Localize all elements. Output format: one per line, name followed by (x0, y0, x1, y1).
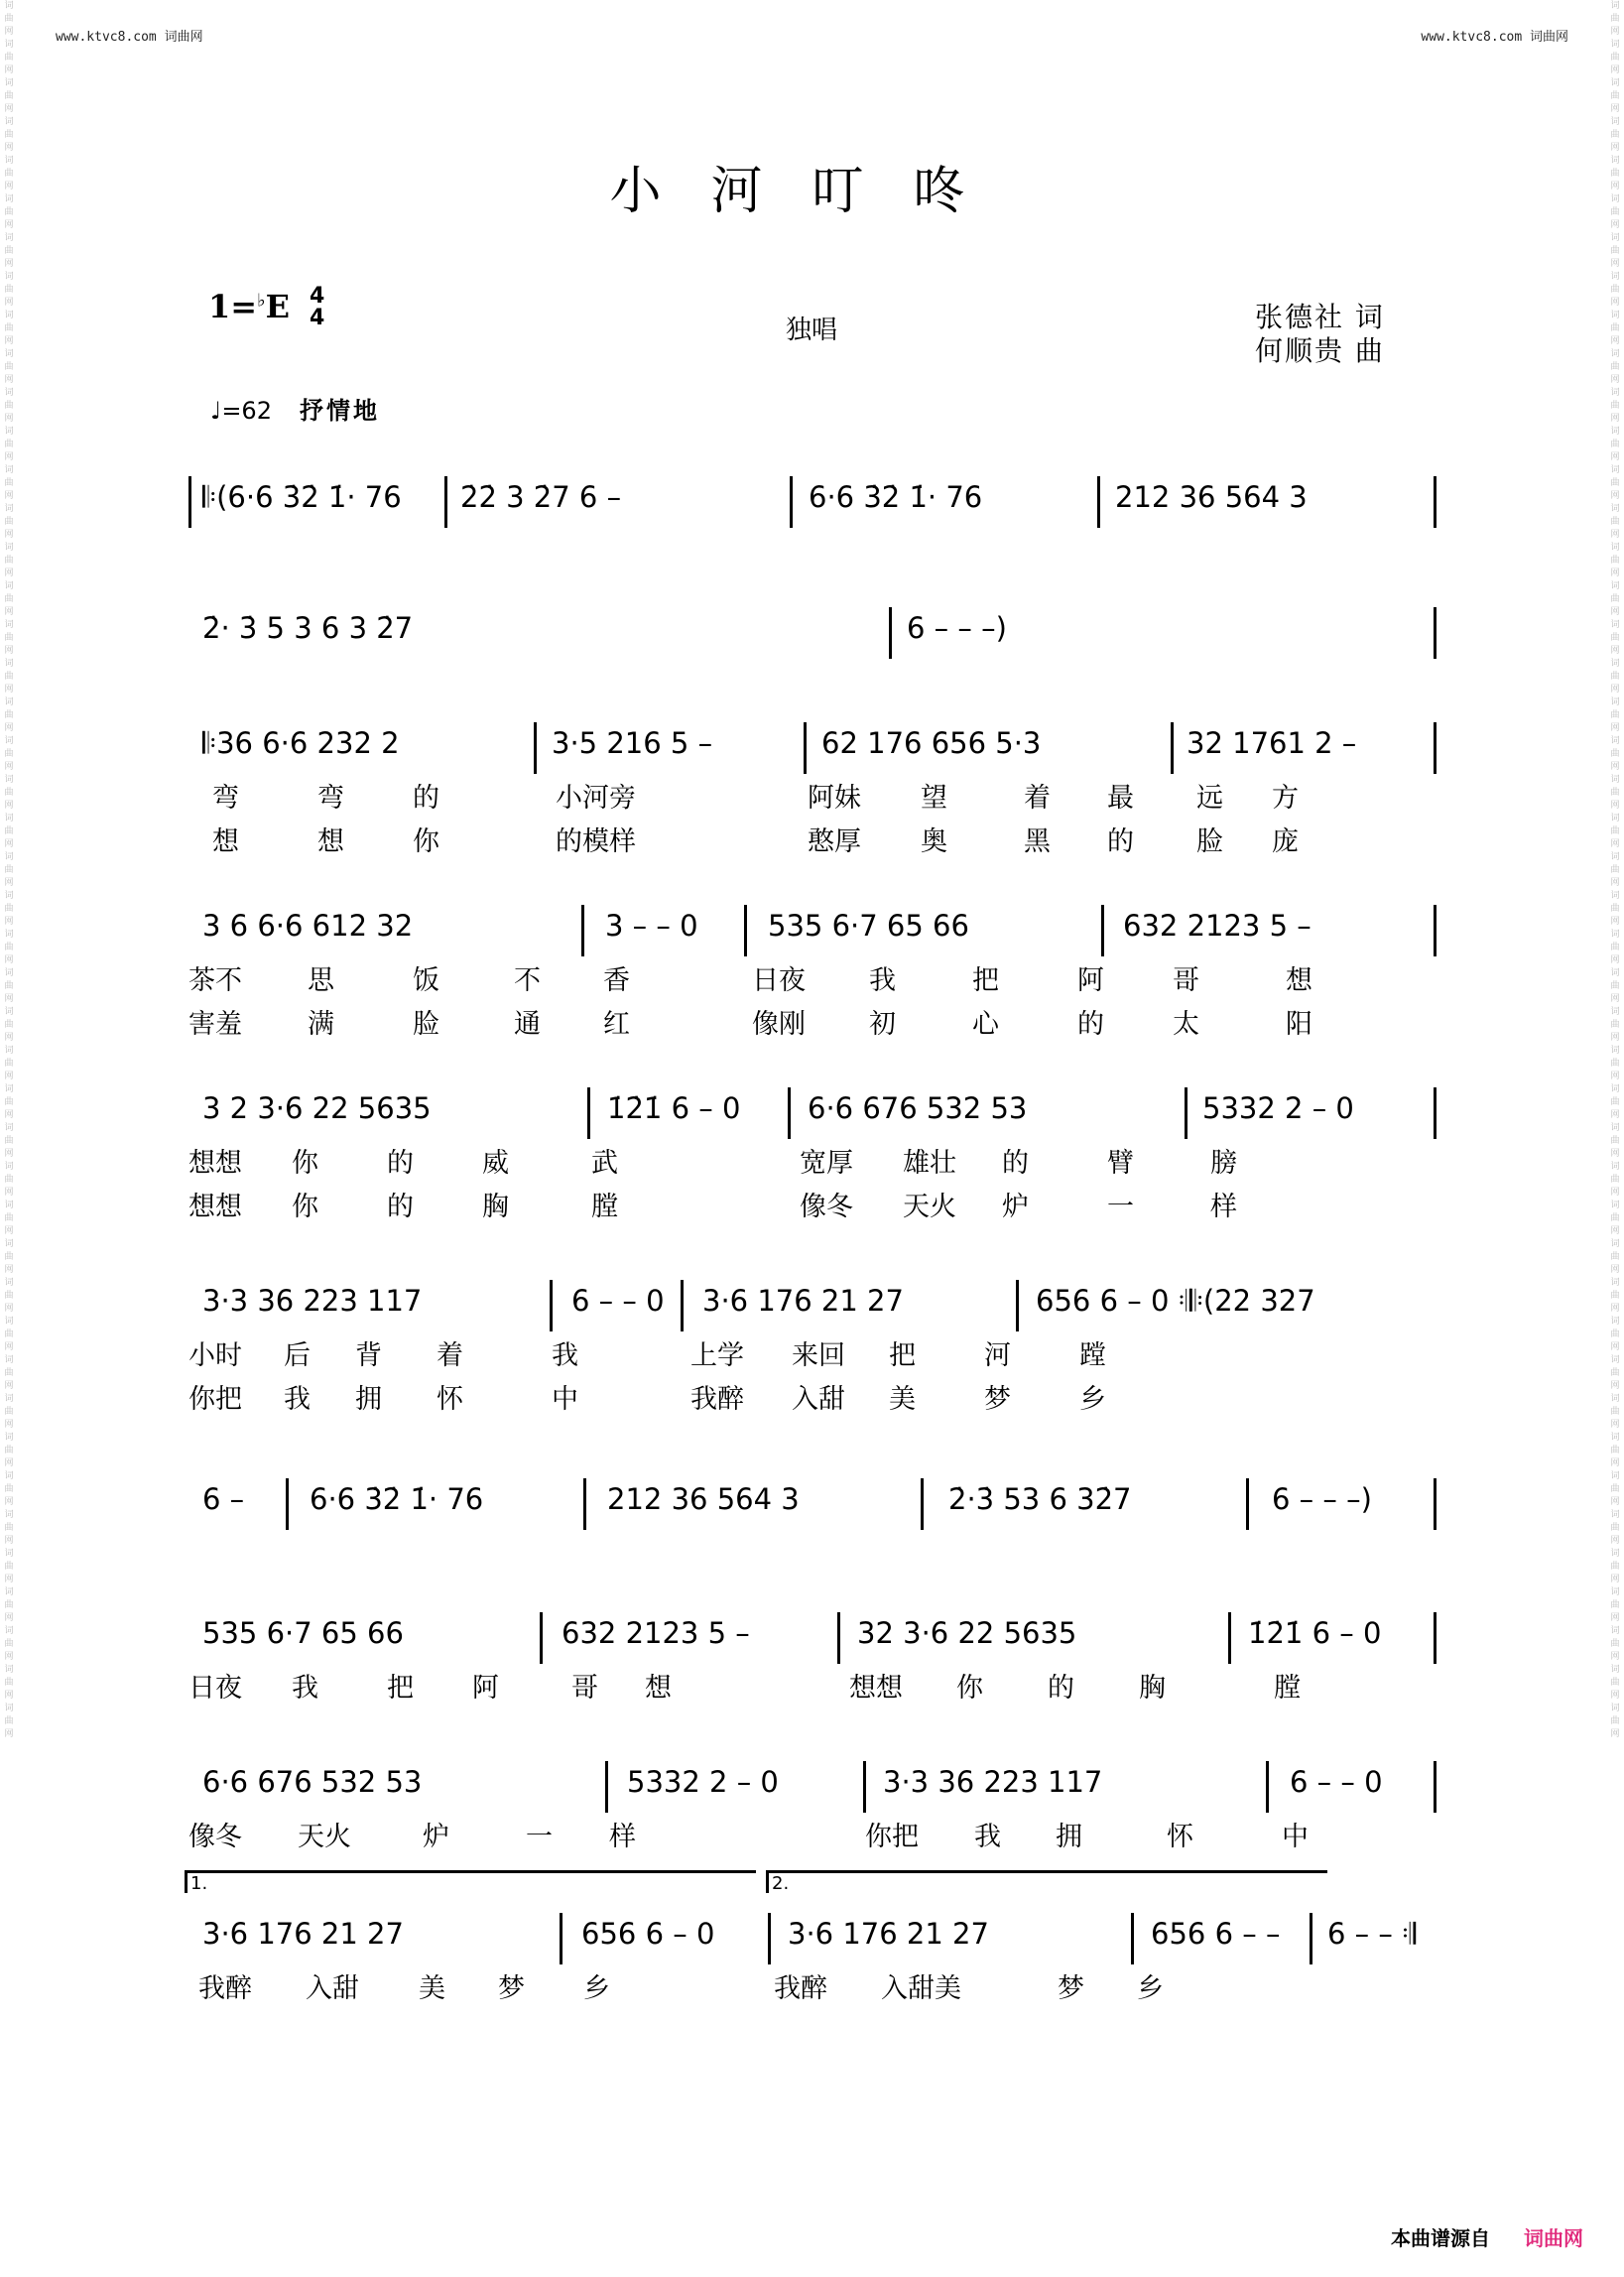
lyric-word: 害羞 (188, 1009, 242, 1040)
lyric-word: 拥 (1056, 1822, 1082, 1852)
notation-row (188, 1087, 1440, 1133)
lyric-word: 天火 (298, 1822, 351, 1852)
lyric-word: 哥 (571, 1673, 598, 1704)
lyric-word: 红 (603, 1009, 630, 1040)
lyric-word: 上学 (690, 1340, 744, 1371)
lyric-word: 饭 (413, 965, 439, 996)
lyric-word: 武 (591, 1148, 618, 1179)
measure-notes: 3·5 216 5 – (552, 726, 713, 760)
barline (1131, 1913, 1134, 1964)
header-left-url: www.ktvc8.com 词曲网 (56, 30, 203, 45)
lyric-word: 怀 (437, 1384, 463, 1415)
lyric-word: 梦 (1058, 1973, 1084, 2004)
lyric-word: 想想 (188, 1192, 242, 1222)
lyric-word: 阿 (472, 1673, 499, 1704)
score-system (188, 1612, 1440, 1702)
measure-notes: 6 – (202, 1482, 245, 1516)
measure-notes: 2̇2̇ 3 2̇7 6 – (460, 480, 622, 514)
side-watermark-right: 词曲网词曲网词曲网词曲网词曲网词曲网词曲网词曲网词曲网词曲网词曲网词曲网词曲网词曲网词曲网词曲网词曲网词曲网词曲网词曲网词曲网词曲网词曲网词曲网词曲网词曲网词曲网词曲网词曲网词曲网词曲网词曲网词曲网词曲网词曲网词曲网词曲网词曲网词曲网词曲网词曲网词曲网词曲网词曲网词曲网 (1610, 1, 1620, 1739)
lyric-word: 像冬 (800, 1192, 853, 1222)
notation-row (188, 905, 1440, 950)
barline (1097, 476, 1100, 528)
barline (1101, 905, 1104, 956)
barline (587, 1087, 590, 1139)
score-system (188, 1761, 1440, 1850)
lyric-word: 脸 (413, 1009, 439, 1040)
barline (1434, 1761, 1437, 1813)
measure-notes: 656 6 – – (1151, 1917, 1281, 1951)
lyric-line (188, 958, 1440, 994)
barline (1266, 1761, 1269, 1813)
lyric-word: 弯 (212, 783, 239, 814)
lyric-word: 的 (413, 783, 439, 814)
barline (1016, 1280, 1019, 1331)
composer-credit: 何顺贵 曲 (1255, 334, 1385, 367)
volta-2: 2. (766, 1870, 1327, 1893)
lyric-word: 乡 (1137, 1973, 1164, 2004)
barline (1310, 1913, 1312, 1964)
lyric-word: 你 (413, 826, 439, 857)
lyric-word: 炉 (1002, 1192, 1029, 1222)
barline (550, 1280, 553, 1331)
lyric-word: 的 (1077, 1009, 1104, 1040)
barline (444, 476, 447, 528)
lyric-word: 想 (317, 826, 344, 857)
barline (534, 722, 537, 774)
barline (581, 905, 584, 956)
lyric-word: 背 (355, 1340, 382, 1371)
barline (1434, 1087, 1437, 1139)
notation-row (188, 607, 1440, 653)
measure-notes: 212 36 564 3 (1115, 480, 1308, 514)
lyric-word: 臂 (1107, 1148, 1134, 1179)
lyric-word: 小时 (188, 1340, 242, 1371)
lyric-word: 一 (1107, 1192, 1134, 1222)
lyric-word: 天火 (903, 1192, 956, 1222)
barline (583, 1478, 586, 1530)
lyric-word: 茶不 (188, 965, 242, 996)
barline (1171, 722, 1174, 774)
lyric-word: 入甜 (306, 1973, 359, 2004)
score-system (188, 905, 1440, 1038)
measure-notes: 2̇· 3̇ 5 3 6 3 2̇7 (202, 611, 414, 645)
lyric-word: 的模样 (556, 826, 636, 857)
barline (1434, 722, 1437, 774)
side-watermark-left: 词曲网词曲网词曲网词曲网词曲网词曲网词曲网词曲网词曲网词曲网词曲网词曲网词曲网词曲网词曲网词曲网词曲网词曲网词曲网词曲网词曲网词曲网词曲网词曲网词曲网词曲网词曲网词曲网词曲网词曲网词曲网词曲网词曲网词曲网词曲网词曲网词曲网词曲网词曲网词曲网词曲网词曲网词曲网词曲网词曲网 (4, 1, 14, 1739)
lyric-word: 你把 (188, 1384, 242, 1415)
lyric-line (188, 1141, 1440, 1177)
lyric-word: 阳 (1286, 1009, 1312, 1040)
lyric-word: 香 (603, 965, 630, 996)
measure-notes: 1̇2̇1̇ 6 – 0 (607, 1091, 741, 1125)
lyric-word: 宽厚 (800, 1148, 853, 1179)
lyric-word: 日夜 (188, 1673, 242, 1704)
barline (863, 1761, 866, 1813)
measure-notes: 6·6 676 532 53 (808, 1091, 1028, 1125)
volta-1: 1. (185, 1870, 756, 1893)
lyric-word: 想 (1286, 965, 1312, 996)
lyricist-credit: 张德社 词 (1255, 301, 1385, 333)
lyric-line (188, 1666, 1440, 1702)
measure-notes: 62 176 656 5·3 (821, 726, 1042, 760)
measure-notes: 6 – – 𝄇 (1327, 1917, 1417, 1951)
measure-notes: 32 1761 2 – (1187, 726, 1357, 760)
measure-notes: 5332 2 – 0 (627, 1765, 779, 1799)
measure-notes: 6 – – 0 (1290, 1765, 1383, 1799)
lyric-line (188, 1185, 1440, 1220)
measure-notes: 3·3 36 223 117 (883, 1765, 1103, 1799)
measure-notes: 𝄆(6·6 3̇2̇ 1̇· 76 (202, 480, 402, 514)
measure-notes: 632 2123 5 – (1123, 909, 1312, 943)
lyric-word: 美 (889, 1384, 916, 1415)
lyric-line (188, 1333, 1440, 1369)
measure-notes: 3 2 3·6 22 5635 (202, 1091, 432, 1125)
lyric-word: 来回 (792, 1340, 845, 1371)
notation-row (188, 1913, 1440, 1959)
barline (605, 1761, 608, 1813)
measure-notes: 3·3 36 223 117 (202, 1284, 423, 1318)
lyric-word: 望 (921, 783, 947, 814)
lyric-word: 我 (974, 1822, 1001, 1852)
barline (837, 1612, 840, 1664)
performance-type: 独唱 (786, 316, 838, 345)
lyric-word: 把 (387, 1673, 414, 1704)
lyric-word: 后 (284, 1340, 311, 1371)
lyric-word: 奥 (921, 826, 947, 857)
lyric-word: 想 (212, 826, 239, 857)
lyric-word: 河 (984, 1340, 1011, 1371)
lyric-word: 想 (645, 1673, 672, 1704)
notation-row (188, 476, 1440, 522)
score-system (188, 722, 1440, 855)
lyric-word: 的 (387, 1192, 414, 1222)
lyric-word: 远 (1196, 783, 1223, 814)
time-signature: 4 4 (310, 284, 325, 330)
measure-notes: 6 – – –) (907, 611, 1007, 645)
lyric-word: 样 (1210, 1192, 1237, 1222)
measure-notes: 6·6 3̇2̇ 1̇· 76 (310, 1482, 484, 1516)
score-system (188, 476, 1440, 522)
lyric-word: 我 (292, 1673, 318, 1704)
measure-notes: 2̇·3̇ 53 6 32̇7 (948, 1482, 1132, 1516)
lyric-word: 入甜 (792, 1384, 845, 1415)
lyric-word: 膛 (591, 1192, 618, 1222)
lyric-word: 把 (972, 965, 999, 996)
barline (1228, 1612, 1231, 1664)
barline (1434, 905, 1437, 956)
lyric-word: 阿 (1077, 965, 1104, 996)
lyric-word: 你 (956, 1673, 983, 1704)
header-right-url: www.ktvc8.com 词曲网 (1421, 30, 1568, 45)
barline (1434, 607, 1437, 659)
song-title: 小河叮咚 (609, 162, 1015, 221)
score-system (188, 1087, 1440, 1220)
score-system (188, 1478, 1440, 1524)
lyric-word: 炉 (423, 1822, 449, 1852)
lyric-word: 一 (526, 1822, 553, 1852)
lyric-word: 胸 (1139, 1673, 1166, 1704)
barline (1246, 1478, 1249, 1530)
notation-row (188, 1478, 1440, 1524)
lyric-word: 中 (1282, 1822, 1309, 1852)
lyric-word: 最 (1107, 783, 1134, 814)
footer-source: 本曲谱源自 词曲网 (1391, 2226, 1583, 2250)
lyric-word: 我 (284, 1384, 311, 1415)
lyric-word: 的 (1002, 1148, 1029, 1179)
lyric-word: 满 (308, 1009, 334, 1040)
lyric-word: 着 (1024, 783, 1051, 814)
lyric-word: 样 (609, 1822, 636, 1852)
lyric-word: 膛 (1274, 1673, 1301, 1704)
lyric-word: 的 (1107, 826, 1134, 857)
measure-notes: 6·6 3̇2̇ 1̇· 76 (809, 480, 983, 514)
lyric-word: 我 (869, 965, 896, 996)
lyric-word: 梦 (984, 1384, 1011, 1415)
lyric-word: 膀 (1210, 1148, 1237, 1179)
barline (889, 607, 892, 659)
barline (1434, 1478, 1437, 1530)
measure-notes: 3·6 176 21 27 (788, 1917, 989, 1951)
measure-notes: 535 6·7 65 66 (202, 1616, 404, 1650)
tempo-marking: ♩=62 抒情地 (210, 397, 380, 425)
lyric-word: 哥 (1173, 965, 1199, 996)
lyric-word: 阿妹 (808, 783, 861, 814)
score-system (188, 607, 1440, 653)
barline (1434, 1612, 1437, 1664)
lyric-word: 入甜美 (881, 1973, 961, 2004)
lyric-word: 你 (292, 1148, 318, 1179)
lyric-word: 日夜 (752, 965, 806, 996)
barline (1434, 476, 1437, 528)
measure-notes: 6 – – 0 (571, 1284, 665, 1318)
lyric-word: 雄壮 (903, 1148, 956, 1179)
lyric-word: 方 (1272, 783, 1299, 814)
lyric-line (188, 776, 1440, 812)
lyric-word: 黑 (1024, 826, 1051, 857)
lyric-word: 你把 (865, 1822, 919, 1852)
lyric-word: 我醉 (198, 1973, 252, 2004)
key-signature: 1=♭E (208, 288, 290, 325)
lyric-word: 我 (552, 1340, 578, 1371)
barline (1185, 1087, 1187, 1139)
measure-notes: 535 6·7 65 66 (768, 909, 969, 943)
lyric-word: 胸 (482, 1192, 509, 1222)
measure-notes: 𝄆36 6·6 232 2 (202, 726, 400, 760)
lyric-line (188, 1002, 1440, 1038)
measure-notes: 5332 2 – 0 (1202, 1091, 1354, 1125)
measure-notes: 1̇2̇1̇ 6 – 0 (1248, 1616, 1382, 1650)
lyric-word: 像刚 (752, 1009, 806, 1040)
lyric-line (188, 1966, 1440, 2002)
lyric-word: 乡 (583, 1973, 610, 2004)
lyric-line (188, 1815, 1440, 1850)
lyric-word: 通 (514, 1009, 541, 1040)
lyric-word: 心 (972, 1009, 999, 1040)
lyric-word: 着 (437, 1340, 463, 1371)
lyric-word: 我醉 (774, 1973, 827, 2004)
lyric-word: 你 (292, 1192, 318, 1222)
measure-notes: 632 2123 5 – (562, 1616, 750, 1650)
measure-notes: 32 3·6 22 5635 (857, 1616, 1077, 1650)
lyric-word: 想想 (849, 1673, 903, 1704)
lyric-word: 庞 (1272, 826, 1299, 857)
barline (188, 476, 191, 528)
lyric-word: 不 (514, 965, 541, 996)
lyric-word: 初 (869, 1009, 896, 1040)
barline (744, 905, 747, 956)
measure-notes: 3·6 176 21 27 (202, 1917, 404, 1951)
lyric-word: 像冬 (188, 1822, 242, 1852)
notation-row (188, 722, 1440, 768)
lyric-word: 把 (889, 1340, 916, 1371)
measure-notes: 3·6 176 21 27 (702, 1284, 904, 1318)
lyric-word: 小河旁 (556, 783, 636, 814)
lyric-word: 拥 (355, 1384, 382, 1415)
lyric-word: 怀 (1167, 1822, 1193, 1852)
lyric-word: 脸 (1196, 826, 1223, 857)
barline (560, 1913, 562, 1964)
barline (804, 722, 807, 774)
barline (768, 1913, 771, 1964)
lyric-line (188, 820, 1440, 855)
lyric-word: 乡 (1079, 1384, 1106, 1415)
barline (788, 1087, 791, 1139)
lyric-word: 太 (1173, 1009, 1199, 1040)
notation-row (188, 1761, 1440, 1807)
lyric-word: 中 (552, 1384, 578, 1415)
lyric-word: 我醉 (690, 1384, 744, 1415)
lyric-word: 思 (308, 965, 334, 996)
barline (540, 1612, 543, 1664)
barline (681, 1280, 684, 1331)
measure-notes: 3 6 6·6 612 32 (202, 909, 414, 943)
measure-notes: 656 6 – 0 𝄇𝄆(22 327 (1036, 1284, 1315, 1318)
measure-notes: 212 36 564 3 (607, 1482, 800, 1516)
score-system (188, 1913, 1440, 2002)
lyric-word: 憨厚 (808, 826, 861, 857)
lyric-word: 想想 (188, 1148, 242, 1179)
measure-notes: 656 6 – 0 (581, 1917, 715, 1951)
notation-row (188, 1612, 1440, 1658)
lyric-word: 的 (387, 1148, 414, 1179)
lyric-word: 威 (482, 1148, 509, 1179)
lyric-line (188, 1377, 1440, 1413)
barline (790, 476, 793, 528)
measure-notes: 6 – – –) (1272, 1482, 1372, 1516)
lyric-word: 美 (419, 1973, 445, 2004)
barline (286, 1478, 289, 1530)
lyric-word: 蹚 (1079, 1340, 1106, 1371)
score-system (188, 1280, 1440, 1413)
measure-notes: 6·6 676 532 53 (202, 1765, 423, 1799)
barline (921, 1478, 924, 1530)
lyric-word: 的 (1048, 1673, 1074, 1704)
lyric-word: 弯 (317, 783, 344, 814)
notation-row (188, 1280, 1440, 1326)
measure-notes: 3 – – 0 (605, 909, 698, 943)
footer-brand: 词曲网 (1524, 2226, 1583, 2250)
lyric-word: 梦 (498, 1973, 525, 2004)
